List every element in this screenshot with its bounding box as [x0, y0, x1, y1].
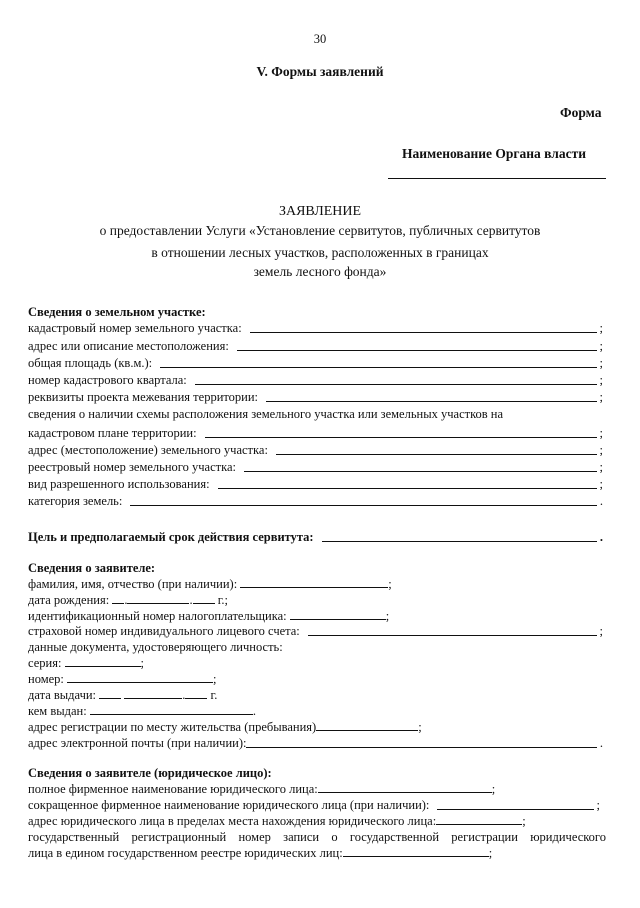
applicant-issued-date-row: дата выдачи: . г.: [28, 688, 218, 702]
applicant-series-row: серия: ;: [28, 656, 145, 670]
applicant-reg-address-row: адрес регистрации по месту жительства (пребывания) ;: [28, 720, 422, 734]
applicant-snils-label: страховой номер индивидуального лицевого счета:: [28, 624, 300, 638]
land-quarter-label: номер кадастрового квартала:: [28, 373, 187, 387]
land-survey-row: реквизиты проекта межевания территории: ;: [28, 390, 603, 404]
purpose-row: Цель и предполагаемый срок действия сервитута: .: [28, 530, 603, 544]
legal-short-name-row: сокращенное фирменное наименование юридического лица (при наличии): ;: [28, 798, 600, 812]
land-category-field[interactable]: [130, 504, 597, 506]
legal-short-name-field[interactable]: [437, 808, 593, 810]
land-survey-field[interactable]: [266, 400, 596, 402]
legal-address-row: адрес юридического лица в пределах места нахождения юридического лица: ;: [28, 814, 526, 828]
land-area-row: общая площадь (кв.м.): ;: [28, 356, 603, 370]
applicant-issued-by-row: кем выдан: .: [28, 704, 256, 718]
legal-address-label: адрес юридического лица в пределах места нахождения юридического лица:: [28, 814, 437, 828]
applicant-email-field[interactable]: [246, 746, 596, 748]
land-area-field[interactable]: [160, 366, 596, 368]
land-scheme-field[interactable]: [205, 436, 597, 438]
authority-label: Наименование Органа власти: [402, 146, 587, 161]
land-address-label: адрес или описание местоположения:: [28, 339, 229, 353]
legal-address-field[interactable]: [436, 814, 522, 825]
applicant-reg-address-field[interactable]: [316, 720, 418, 731]
applicant-number-field[interactable]: [67, 672, 213, 683]
applicant-issued-by-field[interactable]: [90, 704, 253, 715]
land-registry-field[interactable]: [244, 470, 597, 472]
land-survey-label: реквизиты проекта межевания территории:: [28, 390, 259, 404]
land-scheme-line-1: сведения о наличии схемы расположения земельного участка или земельных участков на: [28, 407, 504, 421]
subtitle-line-1: о предоставлении Услуги «Установление сервитутов, публичных сервитутов: [99, 223, 541, 238]
legal-ogrn-row: лица в едином государственном реестре юридических лиц: ;: [28, 846, 493, 860]
applicant-inn-row: идентификационный номер налогоплательщика: ;: [28, 609, 390, 623]
subtitle-line-2: в отношении лесных участков, расположенных в границах: [151, 245, 489, 260]
applicant-snils-field[interactable]: [308, 634, 597, 636]
applicant-inn-label: идентификационный номер налогоплательщика:: [28, 609, 287, 623]
land-cadastral-label: кадастровый номер земельного участка:: [28, 321, 242, 335]
legal-ogrn-line-1: государственный регистрационный номер записи о государственной регистрации юридического: [28, 830, 606, 844]
land-category-label: категория земель:: [28, 494, 123, 508]
applicant-doc-label: данные документа, удостоверяющего личность:: [28, 640, 283, 654]
legal-short-name-label: сокращенное фирменное наименование юридического лица (при наличии):: [28, 798, 430, 812]
land-quarter-row: номер кадастрового квартала: ;: [28, 373, 603, 387]
land-address-row: адрес или описание местоположения: ;: [28, 339, 603, 353]
applicant-birth-row: дата рождения: . . г.;: [28, 593, 229, 607]
birth-year-field[interactable]: [193, 593, 215, 604]
form-label: Форма: [560, 105, 602, 120]
land-address2-label: адрес (местоположение) земельного участка:: [28, 443, 268, 457]
legal-ogrn-label: лица в едином государственном реестре юридических лиц:: [28, 846, 343, 860]
applicant-number-row: номер: ;: [28, 672, 217, 686]
land-category-row: категория земель: .: [28, 494, 603, 508]
applicant-issued-by-label: кем выдан:: [28, 704, 87, 718]
applicant-inn-field[interactable]: [290, 609, 386, 620]
land-registry-label: реестровый номер земельного участка:: [28, 460, 236, 474]
land-use-label: вид разрешенного использования:: [28, 477, 210, 491]
applicant-reg-address-label: адрес регистрации по месту жительства (пребывания): [28, 720, 317, 734]
legal-full-name-label: полное фирменное наименование юридического лица:: [28, 782, 318, 796]
issued-day-field[interactable]: [99, 688, 121, 699]
applicant-email-row: адрес электронной почты (при наличии): .: [28, 736, 603, 750]
legal-heading: Сведения о заявителе (юридическое лицо):: [28, 766, 272, 780]
land-use-field[interactable]: [218, 487, 597, 489]
land-area-label: общая площадь (кв.м.):: [28, 356, 153, 370]
land-scheme-row: кадастровом плане территории: ;: [28, 426, 603, 440]
land-address2-row: адрес (местоположение) земельного участка: ;: [28, 443, 603, 457]
authority-signature-line: [388, 178, 606, 179]
birth-year-suffix: г.;: [217, 593, 229, 607]
applicant-issued-date-label: дата выдачи:: [28, 688, 97, 702]
subtitle-line-3: земель лесного фонда»: [253, 264, 387, 279]
applicant-series-label: серия:: [28, 656, 62, 670]
land-quarter-field[interactable]: [195, 383, 597, 385]
applicant-fio-row: фамилия, имя, отчество (при наличии): ;: [28, 577, 392, 591]
land-use-row: вид разрешенного использования: ;: [28, 477, 603, 491]
land-address-field[interactable]: [237, 349, 597, 351]
legal-ogrn-field[interactable]: [343, 846, 489, 857]
land-registry-row: реестровый номер земельного участка: ;: [28, 460, 603, 474]
purpose-field[interactable]: [322, 540, 597, 542]
land-cadastral-row: кадастровый номер земельного участка: ;: [28, 321, 603, 335]
purpose-label: Цель и предполагаемый срок действия сервитута:: [28, 530, 314, 544]
applicant-number-label: номер:: [28, 672, 64, 686]
applicant-series-field[interactable]: [65, 656, 141, 667]
issued-month-field[interactable]: [124, 688, 182, 699]
issued-year-field[interactable]: [185, 688, 207, 699]
legal-full-name-row: полное фирменное наименование юридического лица: ;: [28, 782, 496, 796]
applicant-fio-label: фамилия, имя, отчество (при наличии):: [28, 577, 238, 591]
land-scheme-label: кадастровом плане территории:: [28, 426, 197, 440]
applicant-snils-row: страховой номер индивидуального лицевого счета: ;: [28, 624, 603, 638]
legal-full-name-field[interactable]: [318, 782, 492, 793]
birth-day-field[interactable]: [112, 593, 124, 604]
issued-year-suffix: г.: [210, 688, 218, 702]
applicant-fio-field[interactable]: [240, 577, 388, 588]
land-address2-field[interactable]: [276, 453, 597, 455]
applicant-birth-label: дата рождения:: [28, 593, 110, 607]
doc-title: ЗАЯВЛЕНИЕ: [278, 204, 362, 219]
birth-month-field[interactable]: [127, 593, 189, 604]
section-title: V. Формы заявлений: [256, 64, 384, 79]
land-cadastral-field[interactable]: [250, 331, 597, 333]
land-heading: Сведения о земельном участке:: [28, 305, 206, 319]
applicant-email-label: адрес электронной почты (при наличии):: [28, 736, 247, 750]
applicant-heading: Сведения о заявителе:: [28, 561, 156, 575]
page-number: 30: [313, 32, 327, 46]
